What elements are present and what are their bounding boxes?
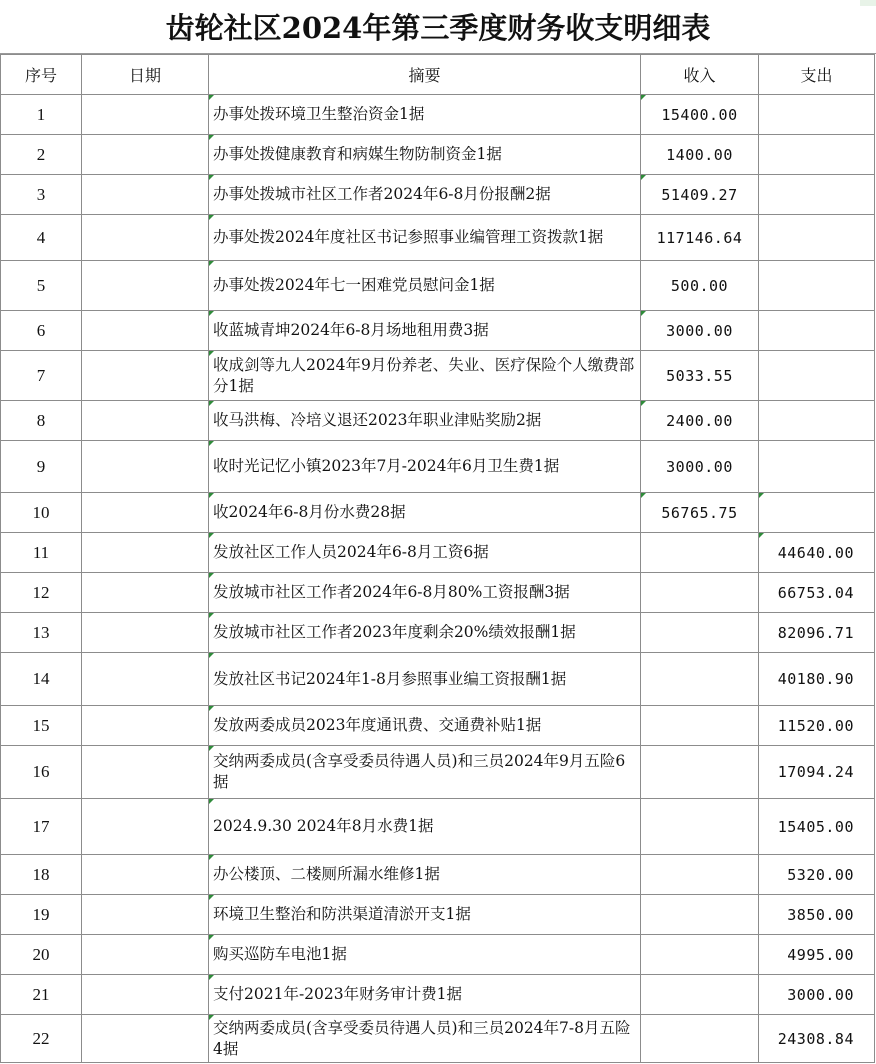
summary-cell[interactable]: 环境卫生整治和防洪渠道清淤开支1据 [209,895,641,935]
row-index-cell[interactable]: 19 [1,895,82,935]
table-row [1,799,875,855]
cell-marker [209,799,214,804]
cell-marker [641,401,646,406]
row-index-cell[interactable]: 10 [1,493,82,533]
cell-marker [759,493,764,498]
row-index-cell[interactable]: 1 [1,95,82,135]
expense-cell[interactable]: 4995.00 [759,935,875,975]
summary-cell[interactable]: 2024.9.30 2024年8月水费1据 [209,799,641,855]
income-cell[interactable] [641,855,759,895]
expense-cell[interactable] [759,95,875,135]
summary-cell[interactable]: 收成剑等九人2024年9月份养老、失业、医疗保险个人缴费部分1据 [209,351,641,401]
date-cell[interactable] [82,533,209,573]
date-cell[interactable] [82,706,209,746]
summary-cell[interactable]: 办事处拨环境卫生整治资金1据 [209,95,641,135]
cell-marker [209,895,214,900]
table-row [1,441,875,493]
cell-marker [209,935,214,940]
cell-marker [759,533,764,538]
income-cell[interactable] [641,895,759,935]
summary-cell[interactable]: 收马洪梅、冷培义退还2023年职业津贴奖励2据 [209,401,641,441]
income-cell[interactable]: 117146.64 [641,215,759,261]
expense-cell[interactable] [759,261,875,311]
row-index-cell[interactable]: 8 [1,401,82,441]
cell-marker [209,855,214,860]
income-cell[interactable] [641,706,759,746]
date-cell[interactable] [82,441,209,493]
header-summary[interactable]: 摘要 [209,55,641,95]
expense-cell[interactable] [759,401,875,441]
cell-marker [209,135,214,140]
expense-cell[interactable]: 40180.90 [759,653,875,706]
income-cell[interactable] [641,935,759,975]
corner-marker [860,0,876,6]
summary-cell[interactable]: 发放社区工作人员2024年6-8月工资6据 [209,533,641,573]
row-index-cell[interactable]: 17 [1,799,82,855]
row-index-cell[interactable]: 6 [1,311,82,351]
cell-marker [209,706,214,711]
income-cell[interactable]: 56765.75 [641,493,759,533]
expense-cell[interactable] [759,175,875,215]
table-row [1,311,875,351]
finance-table [0,54,875,1063]
expense-cell[interactable]: 44640.00 [759,533,875,573]
summary-cell[interactable]: 发放社区书记2024年1-8月参照事业编工资报酬1据 [209,653,641,706]
table-row [1,573,875,613]
expense-cell[interactable]: 17094.24 [759,746,875,799]
expense-cell[interactable]: 11520.00 [759,706,875,746]
row-index-cell[interactable]: 18 [1,855,82,895]
expense-cell[interactable] [759,311,875,351]
summary-cell[interactable]: 办事处拨健康教育和病媒生物防制资金1据 [209,135,641,175]
income-cell[interactable]: 500.00 [641,261,759,311]
date-cell[interactable] [82,613,209,653]
header-date[interactable]: 日期 [82,55,209,95]
date-cell[interactable] [82,975,209,1015]
row-index-cell[interactable]: 21 [1,975,82,1015]
income-cell[interactable]: 3000.00 [641,441,759,493]
cell-marker [641,95,646,100]
table-row [1,935,875,975]
table-row [1,95,875,135]
expense-cell[interactable]: 3000.00 [759,975,875,1015]
date-cell[interactable] [82,573,209,613]
date-cell[interactable] [82,95,209,135]
row-index-cell[interactable]: 13 [1,613,82,653]
row-index-cell[interactable]: 3 [1,175,82,215]
cell-marker [209,311,214,316]
summary-cell[interactable]: 办公楼顶、二楼厕所漏水维修1据 [209,855,641,895]
table-row [1,135,875,175]
income-cell[interactable]: 15400.00 [641,95,759,135]
cell-marker [209,261,214,266]
summary-cell[interactable]: 支付2021年-2023年财务审计费1据 [209,975,641,1015]
summary-cell[interactable]: 交纳两委成员(含享受委员待遇人员)和三员2024年7-8月五险4据 [209,1015,641,1063]
row-index-cell[interactable]: 14 [1,653,82,706]
date-cell[interactable] [82,935,209,975]
date-cell[interactable] [82,135,209,175]
cell-marker [209,653,214,658]
table-row [1,401,875,441]
summary-cell[interactable]: 发放城市社区工作者2023年度剩余20%绩效报酬1据 [209,613,641,653]
income-cell[interactable] [641,1015,759,1063]
row-index-cell[interactable]: 9 [1,441,82,493]
table-row [1,855,875,895]
header-index[interactable]: 序号 [1,55,82,95]
income-cell[interactable] [641,573,759,613]
income-cell[interactable]: 1400.00 [641,135,759,175]
expense-cell[interactable] [759,135,875,175]
row-index-cell[interactable]: 12 [1,573,82,613]
date-cell[interactable] [82,215,209,261]
expense-cell[interactable]: 82096.71 [759,613,875,653]
row-index-cell[interactable]: 5 [1,261,82,311]
summary-cell[interactable]: 收蓝城青坤2024年6-8月场地租用费3据 [209,311,641,351]
cell-marker [209,493,214,498]
cell-marker [209,1015,214,1020]
income-cell[interactable]: 5033.55 [641,351,759,401]
date-cell[interactable] [82,311,209,351]
expense-cell[interactable] [759,441,875,493]
income-cell[interactable] [641,799,759,855]
summary-cell[interactable]: 收时光记忆小镇2023年7月-2024年6月卫生费1据 [209,441,641,493]
date-cell[interactable] [82,1015,209,1063]
cell-marker [209,533,214,538]
table-row [1,895,875,935]
cell-marker [209,975,214,980]
summary-cell[interactable]: 购买巡防车电池1据 [209,935,641,975]
expense-cell[interactable] [759,493,875,533]
cell-marker [209,441,214,446]
cell-marker [641,311,646,316]
title-text: 齿轮社区2024年第三季度财务收支明细表 [165,11,711,45]
table-row [1,351,875,401]
cell-marker [209,573,214,578]
date-cell[interactable] [82,895,209,935]
cell-marker [209,215,214,220]
income-cell[interactable] [641,533,759,573]
header-row [1,55,875,95]
table-row [1,215,875,261]
table-row [1,261,875,311]
income-cell[interactable] [641,975,759,1015]
header-income[interactable]: 收入 [641,55,759,95]
row-index-cell[interactable]: 7 [1,351,82,401]
table-row [1,653,875,706]
row-index-cell[interactable]: 16 [1,746,82,799]
expense-cell[interactable]: 3850.00 [759,895,875,935]
income-cell[interactable] [641,653,759,706]
date-cell[interactable] [82,493,209,533]
date-cell[interactable] [82,653,209,706]
row-index-cell[interactable]: 11 [1,533,82,573]
date-cell[interactable] [82,401,209,441]
date-cell[interactable] [82,746,209,799]
summary-cell[interactable]: 办事处拨2024年度社区书记参照事业编管理工资拨款1据 [209,215,641,261]
row-index-cell[interactable]: 4 [1,215,82,261]
row-index-cell[interactable]: 2 [1,135,82,175]
summary-cell[interactable]: 办事处拨2024年七一困难党员慰问金1据 [209,261,641,311]
income-cell[interactable] [641,746,759,799]
date-cell[interactable] [82,799,209,855]
table-row [1,975,875,1015]
expense-cell[interactable]: 24308.84 [759,1015,875,1063]
cell-marker [641,175,646,180]
table-row [1,706,875,746]
summary-cell[interactable]: 交纳两委成员(含享受委员待遇人员)和三员2024年9月五险6据 [209,746,641,799]
table-row [1,1015,875,1063]
row-index-cell[interactable]: 15 [1,706,82,746]
summary-cell[interactable]: 办事处拨城市社区工作者2024年6-8月份报酬2据 [209,175,641,215]
table-row [1,493,875,533]
cell-marker [209,175,214,180]
row-index-cell[interactable]: 22 [1,1015,82,1063]
expense-cell[interactable]: 66753.04 [759,573,875,613]
cell-marker [641,493,646,498]
header-expense[interactable]: 支出 [759,55,875,95]
expense-cell[interactable]: 15405.00 [759,799,875,855]
row-index-cell[interactable]: 20 [1,935,82,975]
table-row [1,175,875,215]
date-cell[interactable] [82,175,209,215]
cell-marker [209,746,214,751]
expense-cell[interactable] [759,215,875,261]
cell-marker [209,613,214,618]
expense-cell[interactable] [759,351,875,401]
date-cell[interactable] [82,261,209,311]
cell-marker [209,351,214,356]
income-cell[interactable]: 2400.00 [641,401,759,441]
summary-cell[interactable]: 发放城市社区工作者2024年6-8月80%工资报酬3据 [209,573,641,613]
summary-cell[interactable]: 发放两委成员2023年度通讯费、交通费补贴1据 [209,706,641,746]
income-cell[interactable]: 51409.27 [641,175,759,215]
table-row [1,746,875,799]
date-cell[interactable] [82,351,209,401]
table-row [1,533,875,573]
cell-marker [209,401,214,406]
sheet-title [0,0,876,54]
income-cell[interactable] [641,613,759,653]
income-cell[interactable]: 3000.00 [641,311,759,351]
expense-cell[interactable]: 5320.00 [759,855,875,895]
cell-marker [209,95,214,100]
table-row [1,613,875,653]
date-cell[interactable] [82,855,209,895]
table-body [1,95,875,1063]
summary-cell[interactable]: 收2024年6-8月份水费28据 [209,493,641,533]
